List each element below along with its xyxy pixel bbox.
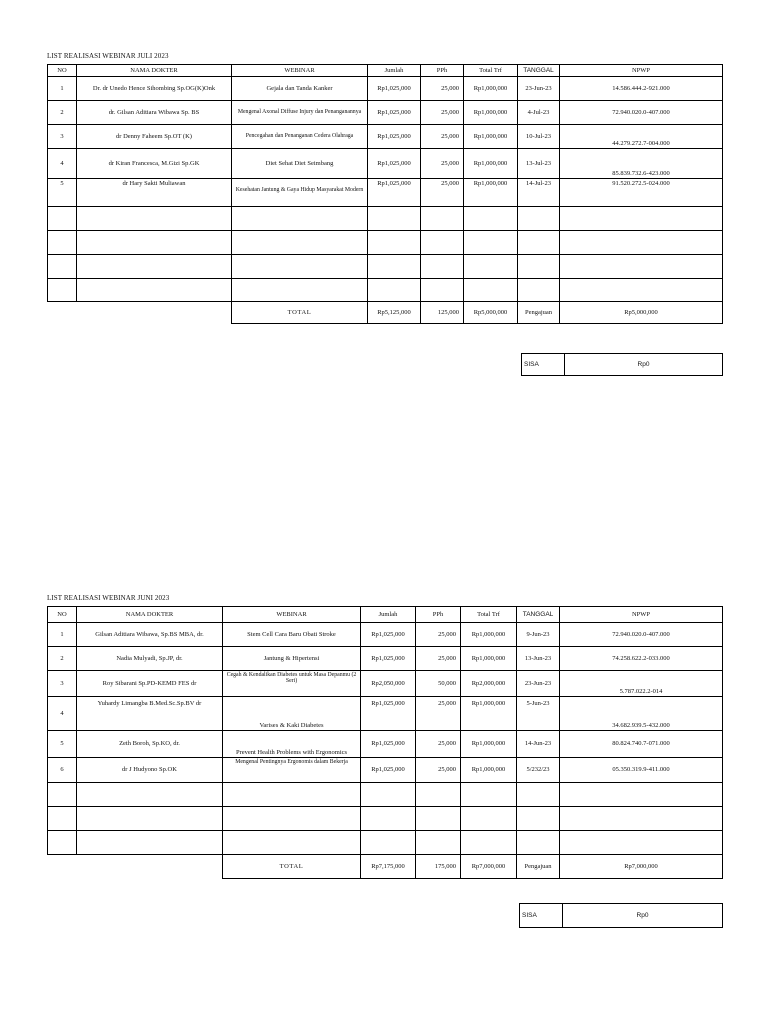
header-jumlah: Jumlah <box>361 607 416 623</box>
cell-no: 3 <box>48 125 77 149</box>
empty-row <box>48 279 723 302</box>
cell-webinar: Diet Sehat Diet Seimbang <box>232 149 368 179</box>
cell-pph: 25,000 <box>421 101 464 125</box>
sisa-value: Rp0 <box>565 354 723 376</box>
sisa-label: SISA <box>520 904 563 928</box>
cell-tanggal: 5/232/23 <box>517 758 560 783</box>
cell-tanggal: 5-Jun-23 <box>517 697 560 731</box>
cell-pph: 25,000 <box>421 149 464 179</box>
cell-no: 1 <box>48 623 77 647</box>
cell-total-trf: Rp2,000,000 <box>461 671 517 697</box>
cell-jumlah: Rp1,025,000 <box>361 623 416 647</box>
header-tanggal: TANGGAL <box>517 607 560 623</box>
july-sisa-table <box>521 353 723 376</box>
cell-webinar: Kesehatan Jantung & Gaya Hidup Masyarakat Modern <box>232 179 368 207</box>
sisa-label: SISA <box>522 354 565 376</box>
cell-total-trf: Rp1,000,000 <box>464 179 518 207</box>
table-row <box>48 149 723 179</box>
cell-webinar: Prevent Health Problems with Ergonomics <box>223 731 361 758</box>
table-row <box>48 101 723 125</box>
cell-nama-dokter: Gilsan Aditiara Wibawa, Sp.BS MBA, dr. <box>77 623 223 647</box>
cell-no: 4 <box>48 149 77 179</box>
cell-pph: 25,000 <box>416 647 461 671</box>
cell-tanggal: 14-Jun-23 <box>517 731 560 758</box>
cell-total-trf: Rp1,000,000 <box>464 149 518 179</box>
cell-no: 5 <box>48 179 77 207</box>
june-sisa-table <box>519 903 723 928</box>
cell-pph: 25,000 <box>421 179 464 207</box>
cell-pph: 25,000 <box>421 125 464 149</box>
cell-tanggal: 13-Jul-23 <box>518 149 560 179</box>
cell-nama-dokter: Roy Sibarani Sp.PD-KEMD FES dr <box>77 671 223 697</box>
table-row <box>48 758 723 783</box>
cell-jumlah: Rp1,025,000 <box>368 179 421 207</box>
cell-total-trf: Rp1,000,000 <box>461 731 517 758</box>
cell-jumlah: Rp1,025,000 <box>368 77 421 101</box>
cell-nama-dokter: dr Denny Faheem Sp.OT (K) <box>77 125 232 149</box>
cell-total-trf: Rp1,000,000 <box>461 647 517 671</box>
cell-npwp: 72.940.020.0-407.000 <box>560 101 723 125</box>
header-nama-dokter: NAMA DOKTER <box>77 65 232 77</box>
sisa-value: Rp0 <box>563 904 723 928</box>
table-row <box>48 647 723 671</box>
cell-total-trf: Rp1,000,000 <box>461 623 517 647</box>
cell-webinar: Mengenal Axonal Diffuse Injury dan Penanganannya <box>232 101 368 125</box>
cell-jumlah: Rp1,025,000 <box>361 697 416 731</box>
cell-no: 1 <box>48 77 77 101</box>
table-row <box>48 623 723 647</box>
cell-nama-dokter: Zeth Boroh, Sp.KO, dr. <box>77 731 223 758</box>
total-total-trf: Rp7,000,000 <box>461 855 517 879</box>
cell-pph: 25,000 <box>416 623 461 647</box>
cell-pph: 25,000 <box>416 697 461 731</box>
cell-nama-dokter: dr Hary Sakti Muliawan <box>77 179 232 207</box>
cell-npwp: 14.586.444.2-921.000 <box>560 77 723 101</box>
cell-jumlah: Rp1,025,000 <box>361 758 416 783</box>
cell-webinar: Pencegahan dan Penanganan Cedera Olahraga <box>232 125 368 149</box>
cell-tanggal: 14-Jul-23 <box>518 179 560 207</box>
cell-total-trf: Rp1,000,000 <box>461 697 517 731</box>
cell-npwp: 72.940.020.0-407.000 <box>560 623 723 647</box>
table-row <box>48 77 723 101</box>
total-pengajuan-label: Pengajuan <box>518 302 560 324</box>
total-label: TOTAL <box>232 302 368 324</box>
cell-total-trf: Rp1,000,000 <box>464 101 518 125</box>
cell-npwp: 91.520.272.5-024.000 <box>560 179 723 207</box>
header-jumlah: Jumlah <box>368 65 421 77</box>
header-pph: PPh <box>421 65 464 77</box>
june-title: LIST REALISASI WEBINAR JUNI 2023 <box>47 594 170 602</box>
cell-tanggal: 23-Jun-23 <box>517 671 560 697</box>
cell-pph: 25,000 <box>416 758 461 783</box>
cell-jumlah: Rp1,025,000 <box>368 101 421 125</box>
cell-webinar: Stem Cell Cara Baru Obati Stroke <box>223 623 361 647</box>
cell-nama-dokter: dr Kiran Francesca, M.Gizi Sp.GK <box>77 149 232 179</box>
july-title: LIST REALISASI WEBINAR JULI 2023 <box>47 52 169 60</box>
cell-npwp: 5.787.022.2-014 <box>560 671 723 697</box>
cell-webinar: Mengenal Pentingnya Ergonomis dalam Bekerja <box>223 758 361 783</box>
empty-row <box>48 231 723 255</box>
cell-npwp: 74.258.622.2-033.000 <box>560 647 723 671</box>
cell-tanggal: 9-Jun-23 <box>517 623 560 647</box>
header-no: NO <box>48 607 77 623</box>
table-row <box>48 125 723 149</box>
header-npwp: NPWP <box>560 65 723 77</box>
total-pengajuan-value: Rp7,000,000 <box>560 855 723 879</box>
table-row <box>48 697 723 731</box>
header-no: NO <box>48 65 77 77</box>
total-pph: 125,000 <box>421 302 464 324</box>
total-total-trf: Rp5,000,000 <box>464 302 518 324</box>
cell-npwp: 85.839.732.6-423.000 <box>560 149 723 179</box>
cell-npwp: 80.824.740.7-071.000 <box>560 731 723 758</box>
table-row <box>48 179 723 207</box>
cell-nama-dokter: dr. Gilsan Aditiara Wibawa Sp. BS <box>77 101 232 125</box>
cell-no: 2 <box>48 647 77 671</box>
cell-jumlah: Rp1,025,000 <box>368 125 421 149</box>
header-total-trf: Total Trf <box>464 65 518 77</box>
empty-row <box>48 207 723 231</box>
header-pph: PPh <box>416 607 461 623</box>
june-header-row <box>48 607 723 623</box>
total-pengajuan-label: Pengajuan <box>517 855 560 879</box>
cell-total-trf: Rp1,000,000 <box>464 125 518 149</box>
cell-total-trf: Rp1,000,000 <box>461 758 517 783</box>
cell-jumlah: Rp1,025,000 <box>361 731 416 758</box>
cell-nama-dokter: Yuhardy Limangba B.Med.Sc.Sp.BV dr <box>77 697 223 731</box>
header-webinar: WEBINAR <box>223 607 361 623</box>
empty-row <box>48 783 723 807</box>
table-row <box>48 671 723 697</box>
cell-tanggal: 23-Jun-23 <box>518 77 560 101</box>
total-pengajuan-value: Rp5,000,000 <box>560 302 723 324</box>
cell-nama-dokter: Nadia Mulyadi, Sp.JP, dr. <box>77 647 223 671</box>
cell-pph: 50,000 <box>416 671 461 697</box>
table-row <box>48 731 723 758</box>
header-nama-dokter: NAMA DOKTER <box>77 607 223 623</box>
cell-no: 5 <box>48 731 77 758</box>
cell-tanggal: 4-Jul-23 <box>518 101 560 125</box>
total-pph: 175,000 <box>416 855 461 879</box>
cell-webinar: Varises & Kaki Diabetes <box>223 697 361 731</box>
cell-tanggal: 13-Jun-23 <box>517 647 560 671</box>
july-table <box>47 64 723 324</box>
empty-row <box>48 807 723 831</box>
total-label: TOTAL <box>223 855 361 879</box>
cell-webinar: Cegah & Kendalikan Diabetes untuk Masa Depanmu (2 Seri) <box>223 671 361 697</box>
cell-jumlah: Rp2,050,000 <box>361 671 416 697</box>
empty-row <box>48 831 723 855</box>
cell-no: 6 <box>48 758 77 783</box>
cell-no: 4 <box>48 697 77 731</box>
header-tanggal: TANGGAL <box>518 65 560 77</box>
cell-webinar: Jantung & Hipertensi <box>223 647 361 671</box>
cell-total-trf: Rp1,000,000 <box>464 77 518 101</box>
cell-webinar: Gejala dan Tanda Kanker <box>232 77 368 101</box>
cell-npwp: 05.350.319.9-411.000 <box>560 758 723 783</box>
total-jumlah: Rp5,125,000 <box>368 302 421 324</box>
cell-jumlah: Rp1,025,000 <box>361 647 416 671</box>
cell-no: 3 <box>48 671 77 697</box>
cell-npwp: 34.682.939.5-432.000 <box>560 697 723 731</box>
july-total-row <box>48 302 723 324</box>
cell-pph: 25,000 <box>421 77 464 101</box>
cell-nama-dokter: dr J Hudyono Sp.OK <box>77 758 223 783</box>
cell-npwp: 44.279.272.7-004.000 <box>560 125 723 149</box>
header-webinar: WEBINAR <box>232 65 368 77</box>
cell-jumlah: Rp1,025,000 <box>368 149 421 179</box>
cell-pph: 25,000 <box>416 731 461 758</box>
june-table <box>47 606 723 879</box>
header-npwp: NPWP <box>560 607 723 623</box>
header-total-trf: Total Trf <box>461 607 517 623</box>
cell-nama-dokter: Dr. dr Unedo Hence Sihombing Sp.OG(K)Onk <box>77 77 232 101</box>
june-total-row <box>48 855 723 879</box>
total-jumlah: Rp7,175,000 <box>361 855 416 879</box>
cell-tanggal: 10-Jul-23 <box>518 125 560 149</box>
cell-no: 2 <box>48 101 77 125</box>
july-header-row <box>48 65 723 77</box>
empty-row <box>48 255 723 279</box>
